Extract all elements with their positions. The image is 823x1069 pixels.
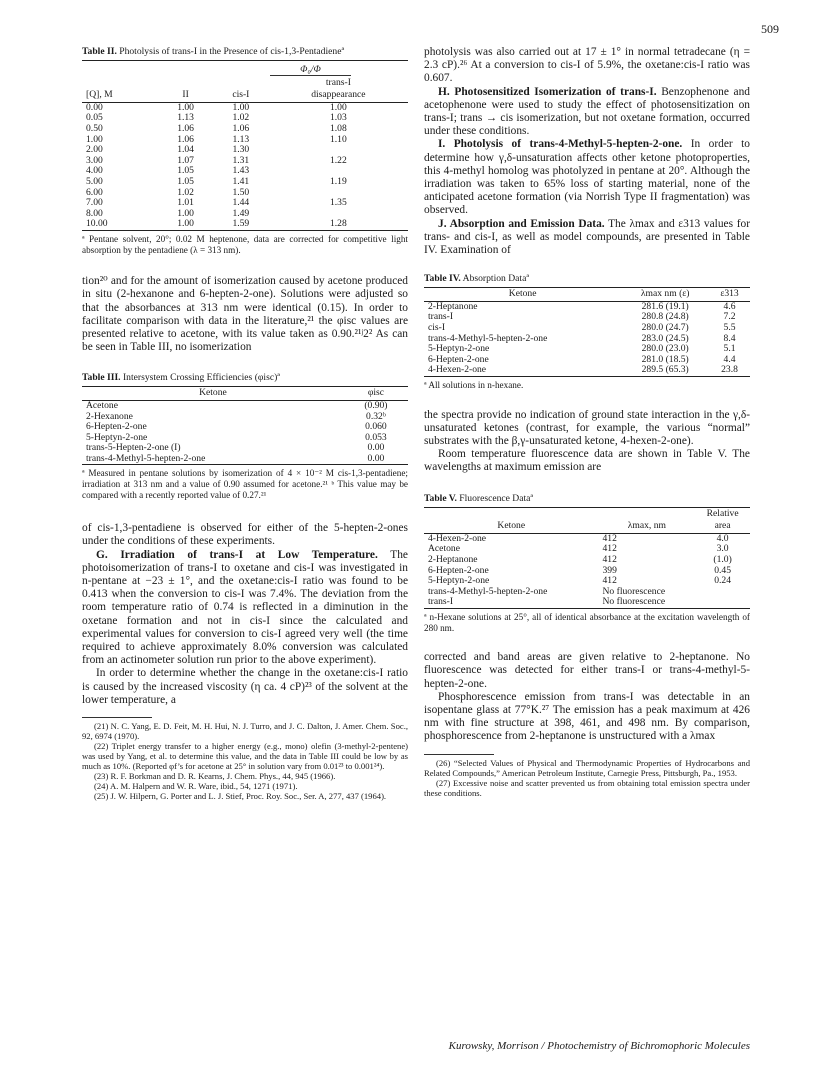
table-ii-col-ii: II (182, 89, 189, 101)
reference-item: (25) J. W. Hilpern, G. Porter and L. J. Stief, Proc. Roy. Soc., Ser. A, 277, 437 (1964). (94, 791, 387, 802)
table-v-col-relative: Relative (706, 507, 739, 519)
table-v-cell: 412 (602, 553, 617, 565)
table-iv-cell: 4-Hexen-2-one (428, 364, 487, 376)
right-paragraph-2: the spectra provide no indication of ground state interaction in the γ,δ-unsaturated ketones (contrast, for example, the various “normal” substrates with the β,γ-unsaturated ketone, 4-hexen-2-one). (424, 408, 750, 447)
table-iv-cell: 280.0 (24.7) (641, 322, 689, 334)
table-ii-grid (82, 60, 408, 231)
table-iv-cell: 7.2 (723, 311, 736, 323)
section-i-heading: I. Photolysis of trans-4-Methyl-5-hepten-2-one. (438, 138, 683, 151)
section-i-text: In order to determine how γ,δ-unsaturation affects other ketone photoproperties, this 4-methyl homolog was photolyzed in pentane at 20°. Although the irradiation was taken to 65% loss of starting material, none of the anticipated acetone formation (via Norrish Type II fragmentation) was observed. (424, 138, 750, 217)
table-iv-label: Table IV. (424, 273, 461, 285)
table-iv-cell: 8.4 (723, 332, 736, 344)
table-iv-cell: 2-Heptanone (428, 300, 478, 312)
table-ii-cell: 1.41 (232, 175, 250, 187)
table-ii-cell: 0.50 (86, 122, 103, 134)
table-v-cell: (1.0) (713, 553, 732, 565)
table-ii-group-header: Φ₀/Φ (270, 64, 351, 76)
table-iv-cell: 23.8 (721, 364, 738, 376)
right-paragraph-1: photolysis was also carried out at 17 ± 1° in normal tetradecane (η = 2.3 cP).²⁶ At a conversion to cis-I of 5.9%, the oxetane:cis-I ratio was 0.607. (424, 46, 750, 85)
table-iv-cell: 289.5 (65.3) (641, 364, 689, 376)
table-ii (82, 46, 408, 255)
table-v-cell: No fluorescence (602, 596, 666, 608)
references-right (424, 758, 750, 798)
table-v-cell: trans-4-Methyl-5-hepten-2-one (428, 585, 548, 597)
table-v-col-ketone: Ketone (497, 520, 526, 532)
table-iii-row (82, 400, 408, 411)
table-iv-cell: 6-Hepten-2-one (428, 353, 489, 365)
table-ii-cell: 1.49 (232, 207, 250, 219)
table-v-cell: No fluorescence (602, 585, 666, 597)
table-v-cell: 412 (602, 532, 617, 544)
table-iv-cell: 281.0 (18.5) (641, 353, 689, 365)
table-ii-cell: 7.00 (86, 197, 103, 209)
table-iv (424, 273, 750, 390)
table-ii-cell: 1.50 (232, 186, 250, 198)
table-v-cell: 3.0 (716, 543, 729, 555)
table-iv-cell: 5.1 (723, 343, 736, 355)
table-iii-grid (82, 386, 408, 465)
page-number: 509 (761, 22, 779, 36)
table-iii-cell: (0.90) (364, 399, 388, 411)
table-ii-cell: 1.00 (177, 218, 194, 230)
table-iv-col-ketone: Ketone (508, 288, 537, 300)
table-v-cell: 399 (602, 564, 617, 576)
table-ii-cell: 1.44 (232, 197, 250, 209)
table-ii-col-cisi: cis-I (232, 89, 250, 101)
table-ii-cell: 1.10 (329, 133, 347, 145)
table-ii-cell: 1.00 (177, 207, 194, 219)
table-v (424, 493, 750, 634)
table-ii-cell: 1.02 (177, 186, 194, 198)
section-g-heading: G. Irradiation of trans-I at Low Temperature. (96, 548, 378, 561)
table-ii-cell: 6.00 (86, 186, 103, 198)
table-ii-cell: 1.30 (232, 144, 250, 156)
table-iii-cell: trans-5-Hepten-2-one (I) (86, 442, 181, 454)
table-v-cell: 4.0 (716, 532, 729, 544)
table-iv-col-eps: ε313 (720, 288, 739, 300)
table-ii-cell: 1.00 (177, 101, 194, 113)
table-ii-col-q: [Q], M (86, 89, 113, 101)
table-ii-cell: 1.13 (177, 112, 194, 124)
reference-item: (22) Triplet energy transfer to a higher energy (e.g., mono) olefin (3-methyl-2-pentene) was used by Yang, et al. to determine this value, and the data in Table III could be low by as much as 10%. (Reported φf’s for acetone at 25° in solution vary from 0.01²³ to 0.001²⁴). (82, 741, 408, 772)
table-ii-cell: 1.00 (86, 133, 103, 145)
table-ii-cell: 1.04 (177, 144, 194, 156)
table-ii-cell: 3.00 (86, 154, 103, 166)
table-ii-cell: 1.06 (177, 133, 194, 145)
footnote-divider-left (82, 717, 152, 718)
table-iv-cell: trans-4-Methyl-5-hepten-2-one (428, 332, 548, 344)
table-iii-title: Intersystem Crossing Efficiencies (φisc)ª (122, 372, 280, 384)
table-iv-grid (424, 287, 750, 377)
table-ii-footnote: ª Pentane solvent, 20°; 0.02 M heptenone, data are corrected for competitive light absorption by the pentadiene (λ = 313 nm). (82, 233, 408, 255)
table-ii-cell: 1.07 (177, 154, 194, 166)
table-ii-title: Photolysis of trans-I in the Presence of cis-1,3-Pentadieneª (119, 46, 345, 57)
table-ii-cell: 1.06 (232, 122, 250, 134)
table-ii-cell: 1.02 (232, 112, 250, 124)
table-iv-row (424, 365, 750, 376)
left-paragraph-2: of cis-1,3-pentadiene is observed for either of the 5-hepten-2-ones under the conditions of these experiments. (82, 522, 408, 548)
running-footer: Kurowsky, Morrison / Photochemistry of Bichromophoric Molecules (448, 1040, 750, 1052)
table-v-col-area: area (714, 520, 731, 532)
table-v-cell (695, 587, 750, 598)
table-ii-col-disappearance: disappearance (311, 89, 366, 101)
table-v-cell: trans-I (428, 596, 454, 608)
table-v-cell (695, 597, 750, 608)
section-j (424, 218, 750, 258)
table-v-row (424, 597, 750, 608)
table-iii-cell: 5-Heptyn-2-one (86, 431, 148, 443)
table-ii-cell: 1.31 (232, 154, 250, 166)
table-ii-cell: 1.05 (177, 165, 194, 177)
section-g (82, 549, 408, 668)
table-iv-cell: trans-I (428, 311, 454, 323)
table-iii-cell: trans-4-Methyl-5-hepten-2-one (86, 452, 206, 464)
section-j-text: The λmax and ε313 values for trans- and cis-I, as well as model compounds, are presented in Table IV. Examination of (424, 217, 750, 257)
table-iv-cell: cis-I (428, 322, 446, 334)
section-h-text: Benzophenone and acetophenone were used to study the effect of photosensitization on trans-I; trans → cis isomerization, but not oxetane formation, occurred under these conditions. (424, 85, 750, 138)
table-ii-cell: 1.43 (232, 165, 250, 177)
table-ii-row (82, 177, 408, 188)
table-v-row (424, 587, 750, 598)
reference-item: (21) N. C. Yang, E. D. Feit, M. H. Hui, N. J. Turro, and J. C. Dalton, J. Amer. Chem. Soc., 92, 6974 (1970). (82, 721, 408, 742)
table-ii-cell: 1.28 (329, 218, 347, 230)
table-ii-cell: 1.00 (329, 101, 347, 113)
table-iii-col-ketone: Ketone (199, 387, 227, 399)
section-h-heading: H. Photosensitized Isomerization of trans-I. (438, 85, 657, 98)
table-ii-cell: 1.19 (329, 175, 347, 187)
table-ii-cell: 1.08 (329, 122, 347, 134)
section-i (424, 138, 750, 217)
table-iv-col-lmax: λmax nm (ε) (640, 288, 690, 300)
section-j-heading: J. Absorption and Emission Data. (438, 217, 605, 230)
table-v-cell: 4-Hexen-2-one (428, 532, 487, 544)
table-v-cell: 412 (602, 543, 617, 555)
table-v-footnote: ª n-Hexane solutions at 25°, all of identical absorbance at the excitation wavelength of 280 nm. (424, 611, 750, 633)
section-g-text: The photoisomerization of trans-I to oxetane and cis-I was investigated in n-pentane at −23 ± 1°, and the oxetane:cis-I ratio was found to be 0.413 when the conversion to cis-I was 7.4%. The deviation from the room temperature ratio of 0.74 is reflected in a diminution in the oxetane formation and not in cis-I since the calculated and experimental values for conversion to cis-I agreed very well (the time required to achieve approximately 8.0% conversion was calculated from an actinometer solution run prior to the above experiment). (82, 548, 408, 667)
table-v-col-lmax: λmax, nm (627, 520, 666, 532)
table-iv-footnote: ª All solutions in n-hexane. (424, 380, 524, 390)
table-iv-cell: 280.0 (23.0) (641, 343, 689, 355)
table-iii-cell: 0.00 (367, 452, 385, 464)
table-ii-cell: 1.59 (232, 218, 250, 230)
table-iii-cell: 0.060 (365, 421, 387, 433)
table-ii-cell: 8.00 (86, 207, 103, 219)
table-v-grid (424, 507, 750, 609)
table-ii-cell: 5.00 (86, 175, 103, 187)
table-iv-title: Absorption Dataª (462, 273, 529, 285)
reference-item: (27) Excessive noise and scatter prevented us from obtaining total emission spectra under these conditions. (424, 777, 750, 798)
table-iii (82, 372, 408, 500)
table-iii-row (82, 454, 408, 465)
table-v-cell: 0.24 (714, 575, 731, 587)
table-ii-cell: 0.00 (86, 101, 103, 113)
table-ii-subheader: trans-I (325, 76, 351, 88)
table-v-row (424, 555, 750, 566)
table-v-cell: 5-Heptyn-2-one (428, 575, 490, 587)
table-v-row (424, 533, 750, 544)
table-iii-cell: 0.053 (365, 431, 387, 443)
table-iii-cell: 6-Hepten-2-one (86, 421, 147, 433)
table-ii-cell: 10.00 (86, 218, 108, 230)
table-iv-cell: 281.6 (19.1) (641, 300, 689, 312)
table-v-cell: Acetone (428, 543, 460, 555)
table-ii-row (82, 124, 408, 135)
table-iv-cell: 4.4 (723, 353, 736, 365)
table-v-cell: 0.45 (714, 564, 731, 576)
table-v-title: Fluorescence Dataª (459, 492, 534, 504)
section-g-paragraph-2: In order to determine whether the change in the oxetane:cis-I ratio is caused by the increased viscosity (η ca. 4 cP)²³ of the solvent at the lower temperature, a (82, 667, 408, 706)
table-ii-label: Table II. (82, 46, 117, 57)
table-ii-cell: 2.00 (86, 144, 103, 156)
table-v-label: Table V. (424, 492, 457, 504)
table-iv-row (424, 301, 750, 312)
table-iii-footnote: ª Measured in pentane solutions by isomerization of 4 × 10⁻² M cis-1,3-pentadiene; irradiation at 313 nm and a value of 0.90 assumed for acetone.²¹ ᵇ This value may be compared with a recently reported value of 0.27.²¹ (82, 468, 408, 500)
table-ii-cell: 1.03 (329, 112, 347, 124)
table-ii-cell: 1.06 (177, 122, 194, 134)
footnote-divider-right (424, 754, 494, 755)
table-iii-cell: 0.32ᵇ (366, 410, 386, 422)
table-ii-cell: 1.01 (177, 197, 194, 209)
reference-item: (23) R. F. Borkman and D. R. Kearns, J. Chem. Phys., 44, 945 (1966). (94, 771, 336, 782)
table-v-cell: 412 (602, 575, 617, 587)
right-column (424, 46, 750, 798)
table-v-cell: 6-Hepten-2-one (428, 564, 489, 576)
table-iv-cell: 5-Heptyn-2-one (428, 343, 490, 355)
table-iv-cell: 4.6 (723, 300, 736, 312)
table-ii-cell: 1.13 (232, 133, 250, 145)
table-iii-label: Table III. (82, 372, 121, 384)
right-paragraph-4: corrected and band areas are given relative to 2-heptanone. No fluorescence was detected for either trans-I or trans-4-methyl-5-hepten-2-one. (424, 651, 750, 690)
right-paragraph-5: Phosphorescence emission from trans-I was detectable in an isopentane glass at 77°K.²⁷ The emission has a peak maximum at 426 nm with fine structure at 398, 461, and 498 nm. By comparison, phosphorescence from 2-heptanone is unstructured with a λmax (424, 690, 750, 743)
table-ii-cell: 1.35 (329, 197, 347, 209)
reference-item: (24) A. M. Halpern and W. R. Ware, ibid., 54, 1271 (1971). (94, 781, 298, 792)
table-ii-cell: 1.05 (177, 175, 194, 187)
reference-item: (26) “Selected Values of Physical and Thermodynamic Properties of Hydrocarbons and Related Compounds,” American Petroleum Institute, Carnegie Press, Pittsburgh, Pa., 1953. (424, 757, 750, 778)
table-ii-cell: 0.05 (86, 112, 103, 124)
table-ii-cell: 1.22 (329, 154, 347, 166)
table-iv-row (424, 312, 750, 323)
section-h (424, 86, 750, 139)
table-v-cell: 2-Heptanone (428, 553, 478, 565)
table-ii-cell: 4.00 (86, 165, 103, 177)
left-column (82, 46, 408, 801)
left-paragraph-1: tion²⁰ and for the amount of isomerization caused by acetone produced in situ (2-hexanone and 6-hepten-2-one). Solutions were adjusted so that the absorbances at 313 nm were identical (0.15). In order to facilitate comparison with data in the literature,²¹ the φisc values are presented relative to acetone, with its value taken as 0.90.²¹ʲ2² As can be seen in Table III, no isomerization (82, 275, 408, 354)
table-iii-cell: 0.00 (367, 442, 385, 454)
table-iv-cell: 5.5 (723, 322, 736, 334)
table-iii-cell: 2-Hexanone (86, 410, 133, 422)
table-ii-cell: 1.00 (232, 101, 250, 113)
references-left (82, 721, 408, 801)
right-paragraph-3: Room temperature fluorescence data are shown in Table V. The wavelengths at maximum emission are (424, 448, 750, 474)
table-iv-cell: 280.8 (24.8) (641, 311, 689, 323)
table-iii-cell: Acetone (86, 399, 118, 411)
table-ii-row (82, 219, 408, 230)
table-iv-cell: 283.0 (24.5) (641, 332, 689, 344)
table-iii-col-phi: φisc (367, 387, 385, 399)
